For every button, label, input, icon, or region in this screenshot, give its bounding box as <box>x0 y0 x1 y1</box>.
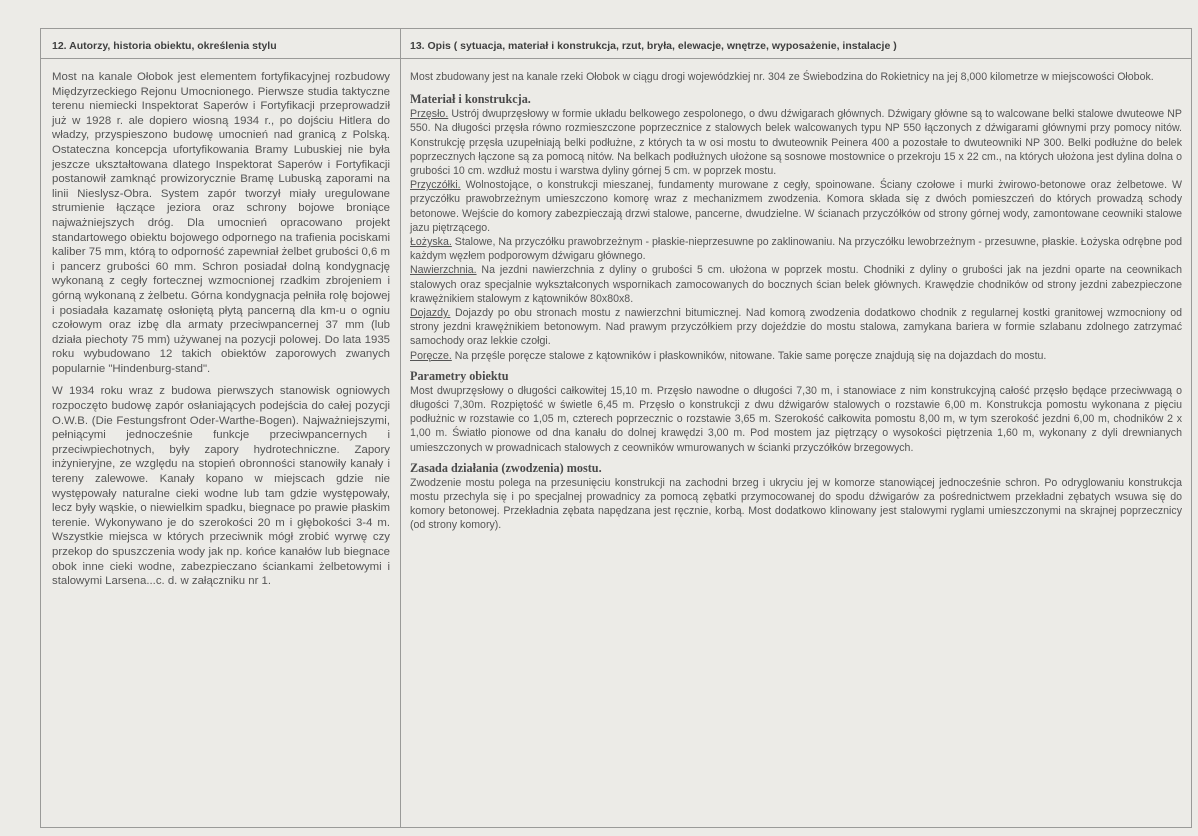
material-item <box>410 263 1182 306</box>
material-term: Łożyska. <box>410 236 452 249</box>
material-desc: Wolnostojące, o konstrukcji mieszanej, fundamenty murowane z cegły, spoinowane. Ściany czołowe i murki żwirowo-betonowe oraz żelbetowe. W przyczółku prawobrzeżnym umieszczono komorę wraz z mechanizmem zwodzenia. Komora składa się z dwóch pomieszczeń do których prowadzą schody betonowe. Wejście do komory zabezpieczają drzwi stalowe, pancerne, dwudzielne. W ścianach przyczółków od strony górnej wody, zamontowane ceowniki stalowe jazu piętrzącego. <box>410 179 1182 234</box>
material-item <box>410 306 1182 349</box>
material-term: Dojazdy. <box>410 307 451 320</box>
params-heading: Parametry obiektu <box>410 368 509 383</box>
material-desc: Stalowe, Na przyczółku prawobrzeżnym - płaskie-nieprzesuwne po zaklinowaniu. Na przyczółku lewobrzeżnym - przesuwne, płaskie. Łożyska odrębne pod każdym węzłem podporowym dźwigaru głównego. <box>410 236 1182 263</box>
history-paragraph-2: W 1934 roku wraz z budowa pierwszych stanowisk ogniowych rozpoczęto budowę zapór osłaniających podejścia do całej pozycji O.W.B. (Die Festungsfront Oder-Warthe-Bogen). Najważniejszymi, pełniącymi jednocześnie funkcje przeciwpancernych i przeciwpiechotnych, były zapory hydrotechniczne. Zapory inżynieryjne, ze względu na stopień obronności stanowiły kanały i tereny zalewowe. Kanały kopano w miejscach gdzie nie występowały naturalne cieki wodne lub tam gdzie występowały, lecz były wąskie, o niewielkim spadku, biegnace po prawie płaskim terenie. Wykonywano je do szerokości 20 m i głębokości 3-4 m. Wszystkie miejsca w których przeciwnik mógł zrobić wyrwę czy przekop do spuszczenia wody jak np. końce kanałów lub biegnace obok inne cieki wodne, zabezpieczano ściankami żelbetowymi i stalowymi Larsena...c. d. w załączniku nr 1. <box>52 385 390 588</box>
history-paragraph-1: Most na kanale Ołobok jest elementem fortyfikacyjnej rozbudowy Międzyrzeckiego Rejonu Umocnionego. Pierwsze studia taktyczne terenu niemiecki Inspektorat Saperów i Fortyfikacji przeprowadził już w 1928 r. ale dopiero wiosną 1934 r., po dojściu Hitlera do władzy, przyspieszono budowę umocnień nad granicą z Polską. Ostateczna koncepcja ufortyfikowania Bramy Lubuskiej nie była jeszcze ukształtowana dlatego Inspektorat Saperów i Fortyfikacji postanowił zamknąć prowizorycznie Bramę Lubuską zaporami na linii Nieslysz-Obra. System zapór tworzył miały uregulowane strumienie łączące jeziora oraz schrony bojowe broniące najważniejszych dróg. Dla umocnień opracowano projekt standartowego obiektu bojowego odpornego na trafienia pociskami kaliber 75 mm, którą to odporność zapewniał żelbet grubości 0,6 m i pancerz grubości 60 mm. Schron posiadał dolną kondygnację wykonaną z cegły fortecznej wzmocnionej rzadkim zbrojeniem i górną wykonaną z żelbetu. Górna kondygnacja pełniła rolę bojowej i posiadała kazamatę osłoniętą płytą pancerną dla km-u o ogniu czołowym oraz izbę dla armaty przeciwpancernej 37 mm (lub działa piechoty 75 mm) używanej na pozycji polowej. Do lata 1935 roku wybudowano 12 takich obiektów zaporowych zwanych popularnie "Hindenburg-stand". <box>52 71 390 375</box>
column-divider <box>400 28 401 828</box>
material-item <box>410 178 1182 235</box>
material-item <box>410 107 1182 178</box>
material-desc: Na jezdni nawierzchnia z dyliny o grubości 5 cm. ułożona w poprzek mostu. Chodniki z dyliny o grubości jak na jezdni oparte na ceownikach stalowych oraz specjalnie wykształconych wspornikach zamocowanych do bocznych ścian belek głównych. Krawędzie chodników od strony jezdni zabezpieczone krawężnikiem stalowym z kątowników 80x80x8. <box>410 264 1182 305</box>
material-desc: Ustrój dwuprzęsłowy w formie układu belkowego zespolonego, o dwu dźwigarach głównych. Dźwigary główne są to walcowane belki stalowe dwuteowe NP 550. Na długości przęsła równo rozmieszczone poprzecznice z stalowych belek walcowanych typu NP 550 łączonych z dźwigarami głównymi przy pomocy nitów. Konstrukcję przęsła uzupełniają belki podłużne, z których ta w osi mostu to dwuteownik Peinera 400 a pozostałe to dwuteowniki NP 300. Belki podłużne do belek poprzecznych łączone są za pomocą nitów. Na belkach podłużnych ułożone są sosnowe mostownice o przekroju 15 x 22 cm., na których ułożona jest dylina dolna o grubości 10 cm. wzdłuż mostu i warstwa dyliny górnej 5 cm. w poprzek mostu. <box>410 108 1182 178</box>
material-term: Przęsło. <box>410 108 449 121</box>
left-column <box>52 34 390 597</box>
history-text <box>52 70 390 589</box>
material-term: Nawierzchnia. <box>410 264 477 277</box>
params-paragraph: Most dwuprzęsłowy o długości całkowitej 15,10 m. Przęsło nawodne o długości 7,30 m, i stanowiace z nim konstrukcyjną całość przęsło będące przeciwwagą o długości 7,30m. Rozpiętość w świetle 6,45 m. Przęsło o konstrukcji z dwu dźwigarów stalowych o rozstawie 6,00 m. Konstrukcja pomostu wykonana z pięciu podłużnic w rozstawie co 1,05 m, czterech poprzecznic o rozstawie 3,65 m. Szerokość całkowita pomostu 8,00 m, w tym szerokość jezdni 6,00 m, chodników 2 x 1,00 m. Światło pionowe od dna kanału do dolnej krawędzi 3,00 m. Pod mostem jaz piętrzący o wysokości piętrzenia 1,60 m, wykonany z dyli drewnianych umieszczonych w prowadnicach stalowych z ceowników wmurowanych w ściankі przyczółków brzegowych. <box>410 384 1182 454</box>
material-item <box>410 235 1182 263</box>
intro-paragraph: Most zbudowany jest na kanale rzeki Ołobok w ciągu drogi wojewódzkiej nr. 304 ze Świebodzina do Rokietnicy na jej 8,000 kilometrze w miejscowości Ołobok. <box>410 71 1154 83</box>
section-12-title: 12. Autorzy, historia obiektu, określenia stylu <box>52 40 277 52</box>
right-column <box>410 34 1182 533</box>
material-heading: Materiał i konstrukcja. <box>410 92 531 107</box>
rule-paragraph: Zwodzenie mostu polega na przesunięciu konstrukcji na zachodni brzeg i ukryciu jej w komorze stanowiącej jednocześnie schron. Po odryglowaniu konstrukcja mostu przechyla się i po specjalnej prowadnicy za pomocą zębatki przymocowanej do spodu dźwigarów za pośrednictwem przekładni zębatych wsuwa się do komory betonowej. Przekładnia zębata napędzana jest ręcznie, korbą. Most dodatkowo klinowany jest stalowymi ryglami umieszczonymi na skrajnej poprzecznicy (od strony komory). <box>410 476 1182 532</box>
material-term: Przyczółki. <box>410 179 461 192</box>
material-term: Poręcze. <box>410 349 452 362</box>
description-text <box>410 70 1182 533</box>
material-item <box>410 349 1182 363</box>
material-desc: Dojazdy po obu stronach mostu z nawierzchni bitumicznej. Nad komorą zwodzenia dodatkowo chodnik z regularnej kostki granitowej wzmocniony od strony jezdni krawężnikiem betonowym. Nad prawym przyczółkiem przy dojeździe do mostu stalowa, zamykana bariera w formie szlabanu zdolnego zatrzymać samochody oraz lekkie czołgi. <box>410 307 1182 348</box>
section-13-title: 13. Opis ( sytuacja, materiał i konstrukcja, rzut, bryła, elewacje, wnętrze, wyposażenie, instalacje ) <box>410 40 897 52</box>
material-desc: Na przęśle poręcze stalowe z kątowników i płaskowników, nitowane. Takie same poręcze znajdują się na dojazdach do mostu. <box>451 349 1047 362</box>
rule-heading: Zasada działania (zwodzenia) mostu. <box>410 460 602 475</box>
